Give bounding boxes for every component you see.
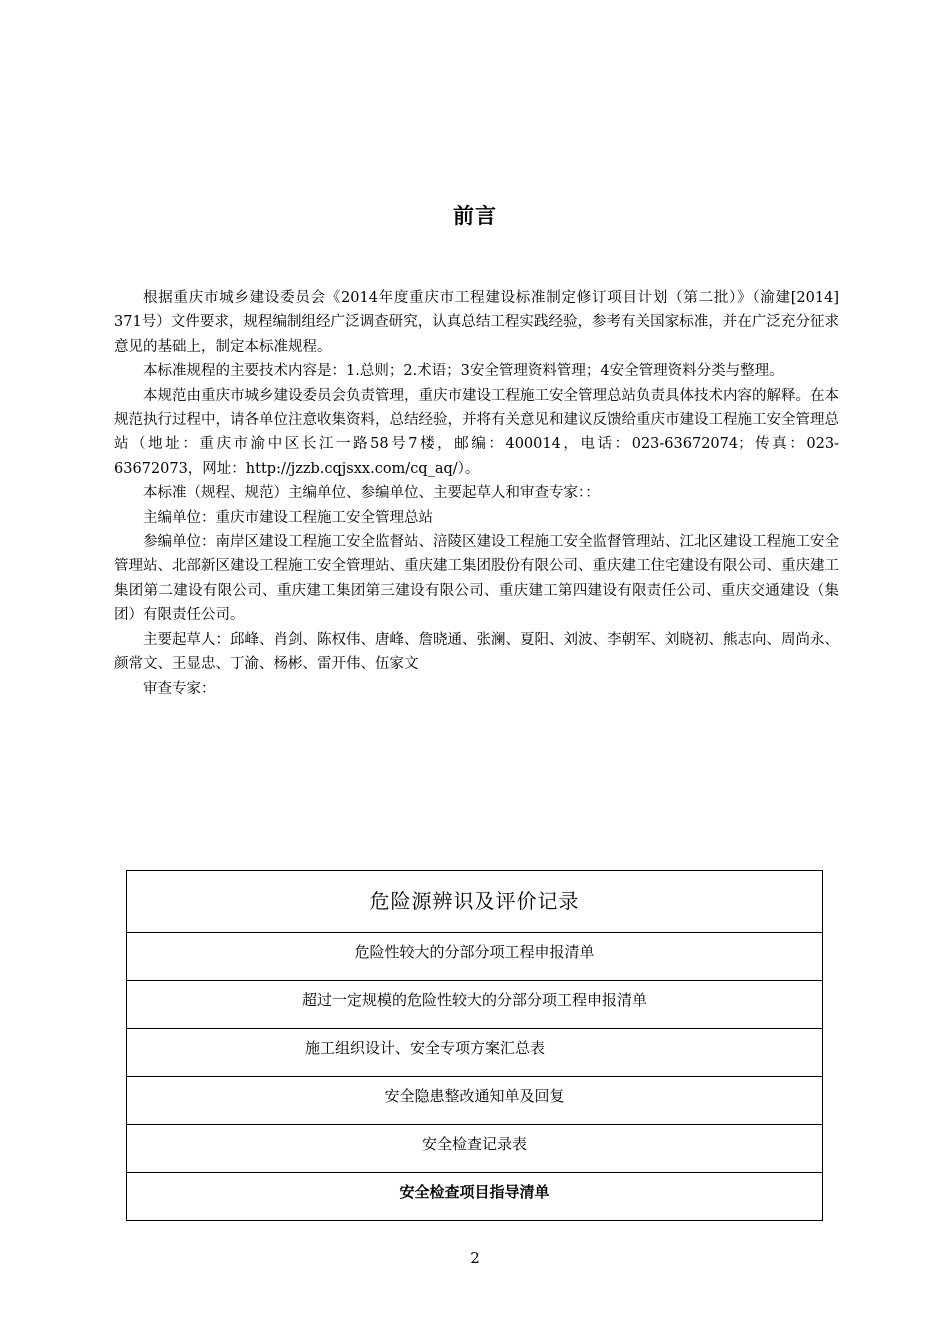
paragraph-units-intro: 本标准（规程、规范）主编单位、参编单位、主要起草人和审查专家：： [143,485,600,502]
paragraph-reviewers: 审查专家： [143,680,216,697]
records-table [126,870,823,1221]
table-row: 安全检查项目指导清单 [127,1172,822,1220]
table-header: 危险源辨识及评价记录 [369,889,580,913]
table-row: 超过一定规模的危险性较大的分部分项工程申报清单 [127,980,822,1028]
table-row: 安全隐患整改通知单及回复 [127,1076,822,1124]
page-title: 前言 [453,203,497,228]
paragraph-participating-units: 参编单位：南岸区建设工程施工安全监督站、涪陵区建设工程施工安全监督管理站、江北区建设工程施工安全管理站、北部新区建设工程施工安全管理站、重庆建工集团股份有限公司、重庆建工住宅建设有限公司、重庆建工集团第二建设有限公司、重庆建工集团第三建设有限公司、重庆建工第四建设有限责任公司、重庆交通建设（集团）有限责任公司。 [114,534,839,624]
preface-body [114,286,839,701]
paragraph-chief-unit: 主编单位：重庆市建设工程施工安全管理总站 [143,509,433,526]
table-row: 危险性较大的分部分项工程申报清单 [127,932,822,980]
paragraph-management: 本规范由重庆市城乡建设委员会负责管理，重庆市建设工程施工安全管理总站负责具体技术内容的解释。在本规范执行过程中，请各单位注意收集资料，总结经验，并将有关意见和建议反馈给重庆市建设工程施工安全管理总站（地址：重庆市渝中区长江一路58号7楼，邮编：400014，电话：023-63672074；传真：023-63672073，网址：http://jzzb.cqjsxx.com/cq_aq/）。 [114,387,839,477]
paragraph-basis: 根据重庆市城乡建设委员会《2014年度重庆市工程建设标准制定修订项目计划（第二批）》（渝建[2014] 371号）文件要求，规程编制组经广泛调查研究，认真总结工程实践经验，参考有关国家标准，并在广泛充分征求意见的基础上，制定本标准规程。 [114,290,839,355]
paragraph-drafters: 主要起草人：邱峰、肖剑、陈权伟、唐峰、詹晓通、张澜、夏阳、刘波、李朝军、刘晓初、熊志向、周尚永、颜常文、王显忠、丁渝、杨彬、雷开伟、伍家文 [114,631,839,673]
table-row: 施工组织设计、安全专项方案汇总表 [127,1028,822,1076]
paragraph-contents: 本标准规程的主要技术内容是：1.总则；2.术语；3安全管理资料管理；4安全管理资料分类与整理。 [143,363,784,380]
table-row: 安全检查记录表 [127,1124,822,1172]
page-number: 2 [470,1249,480,1267]
